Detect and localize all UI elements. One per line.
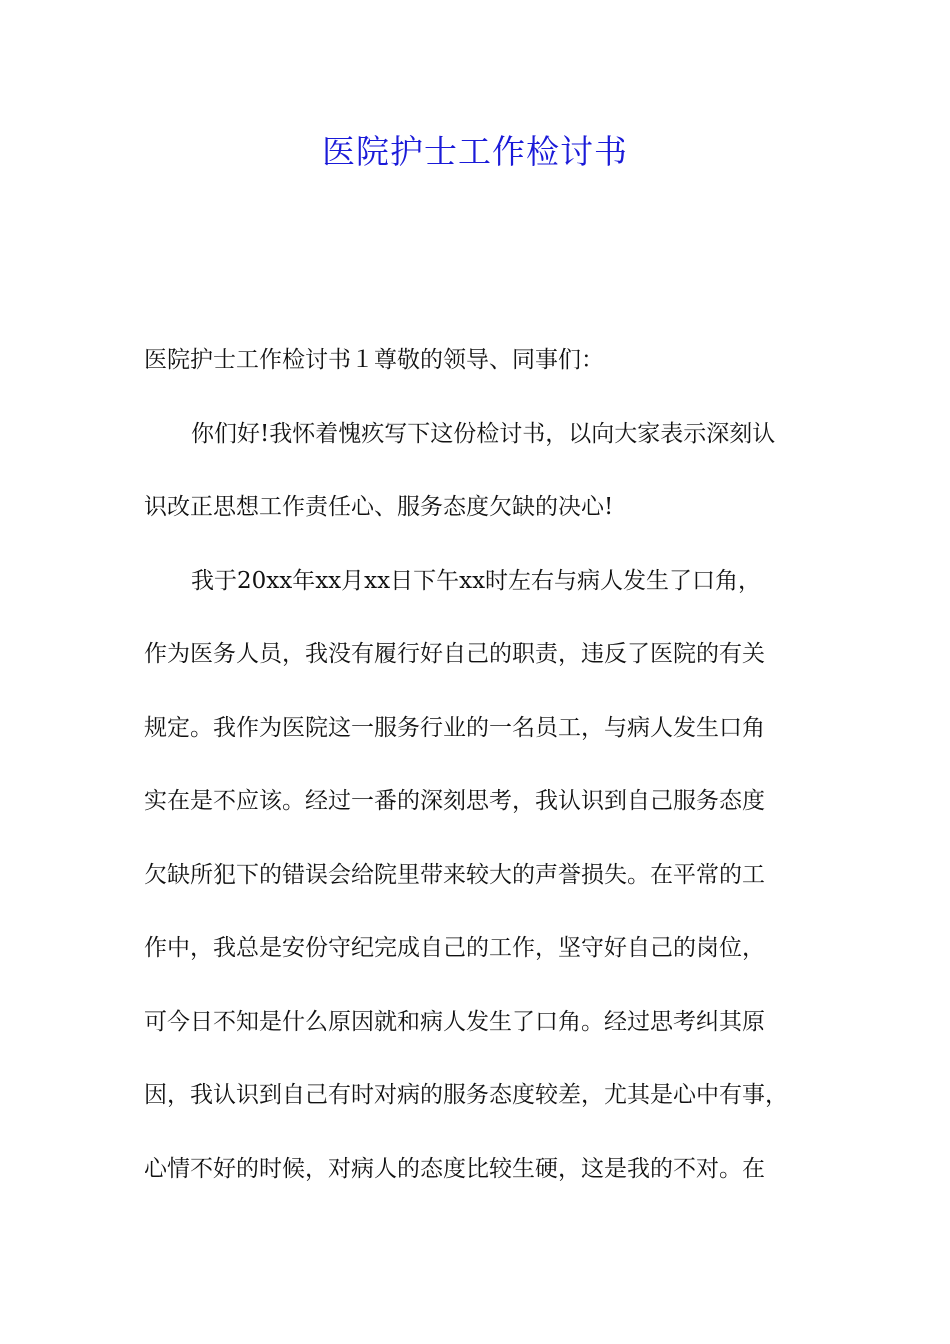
body-line-12: 心情不好的时候，对病人的态度比较生硬，这是我的不对。在 [144, 1155, 765, 1182]
body-line-5: 作为医务人员，我没有履行好自己的职责，违反了医院的有关 [144, 641, 765, 667]
body-line-11: 因，我认识到自己有时对病的服务态度较差，尤其是心中有事， [144, 1082, 788, 1108]
body-line-6: 规定。我作为医院这一服务行业的一名员工，与病人发生口角 [144, 714, 765, 741]
body-line-9: 作中，我总是安份守纪完成自己的工作，坚守好自己的岗位， [144, 935, 765, 961]
body-line-2: 你们好!我怀着愧疚写下这份检讨书，以向大家表示深刻认 [191, 420, 776, 447]
body-line-3: 识改正思想工作责任心、服务态度欠缺的决心! [144, 494, 614, 520]
body-line-4: 我于20xx年xx月xx日下午xx时左右与病人发生了口角， [191, 567, 762, 594]
body-line-8: 欠缺所犯下的错误会给院里带来较大的声誉损失。在平常的工 [144, 861, 765, 888]
body-line-1: 医院护士工作检讨书１尊敬的领导、同事们： [144, 347, 604, 373]
body-line-7: 实在是不应该。经过一番的深刻思考，我认识到自己服务态度 [144, 788, 765, 814]
body-line-10: 可今日不知是什么原因就和病人发生了口角。经过思考纠其原 [144, 1008, 765, 1035]
document-title: 医院护士工作检讨书 [322, 132, 628, 171]
document-body [144, 336, 824, 1218]
